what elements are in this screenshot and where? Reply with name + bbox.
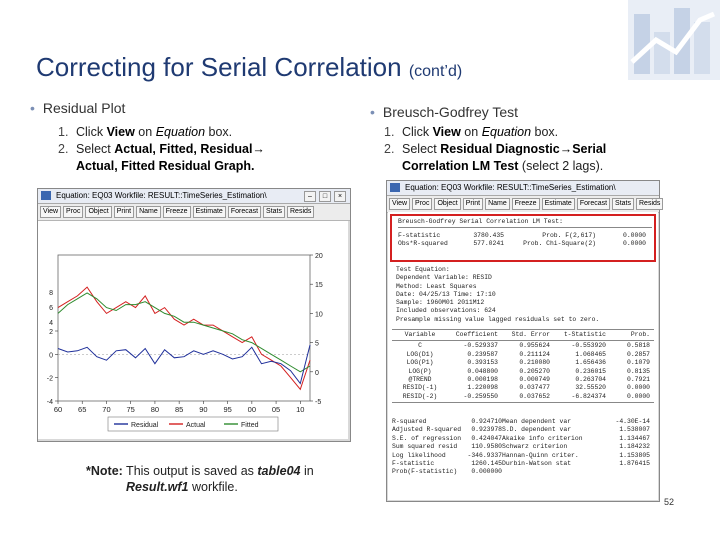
regression-stats-table xyxy=(392,418,654,477)
stats-row-cell: 0.000000 xyxy=(471,468,502,476)
lm-row-cell: 0.0000 xyxy=(622,232,646,239)
chart-logo-icon xyxy=(628,0,720,80)
stats-row-cell: S.E. of regression xyxy=(392,434,462,442)
coef-row-cell: 0.211124 xyxy=(519,350,550,358)
equation-info-line: Sample: 1960M01 2011M12 xyxy=(396,299,485,307)
coef-row-cell: RESID(-1) xyxy=(402,384,438,392)
menu-name-button[interactable]: Name xyxy=(485,198,510,210)
stats-row-cell xyxy=(602,468,650,476)
x-axis-label: 80 xyxy=(150,405,160,414)
coef-row-cell: 0.205270 xyxy=(519,367,550,375)
test-equation-info xyxy=(396,266,599,324)
coef-row-cell: 0.239587 xyxy=(467,350,498,358)
stats-row-cell: R-squared xyxy=(392,418,427,425)
note-line-2: Result.wf1 workfile. xyxy=(126,480,238,494)
stats-row xyxy=(392,460,654,468)
stats-row-cell: 1.538007 xyxy=(619,426,650,434)
coef-row xyxy=(392,376,654,384)
stats-row-cell: Mean dependent var xyxy=(502,418,572,425)
stats-row xyxy=(392,452,654,460)
slide-title-suffix: (cont’d) xyxy=(408,63,463,80)
coef-header-row-cell: t-Statistic xyxy=(563,331,606,338)
coef-row-cell: 1.068465 xyxy=(575,350,606,358)
coef-row-cell: RESID(-2) xyxy=(402,392,438,400)
left-bullet: • Residual Plot xyxy=(30,100,126,116)
note-line-1: *Note: This output is saved as table04 in xyxy=(86,464,314,478)
equation-info-line: Included observations: 624 xyxy=(396,307,496,315)
stats-row-cell: 1.153805 xyxy=(619,451,650,459)
menu-stats-button[interactable]: Stats xyxy=(263,206,285,218)
lm-stats-rows xyxy=(398,232,650,249)
stats-row-cell: 1260.145 xyxy=(471,460,502,468)
stats-row-cell: F-statistic xyxy=(392,460,435,468)
menu-print-button[interactable]: Print xyxy=(463,198,483,210)
menu-freeze-button[interactable]: Freeze xyxy=(512,198,540,210)
stats-row-cell: -346.9337 xyxy=(467,451,502,459)
coef-row-cell: C xyxy=(418,342,422,350)
eviews-lm-test-window xyxy=(386,180,660,502)
stats-row-cell: Durbin-Watson stat xyxy=(502,460,572,468)
right-steps xyxy=(384,124,684,175)
stats-row xyxy=(392,426,654,434)
plot-area xyxy=(58,255,310,401)
stats-row-cell: Sum squared resid xyxy=(392,443,458,451)
coef-row-cell: -0.529337 xyxy=(463,342,498,350)
left-step-2-cont: Actual, Fitted Residual Graph. xyxy=(76,159,255,173)
left-step-2: 2. Select Actual, Fitted, Residual→ xyxy=(58,142,265,156)
coef-row-cell: 0.048800 xyxy=(467,367,498,375)
menu-object-button[interactable]: Object xyxy=(434,198,460,210)
x-axis-label: 60 xyxy=(53,405,63,414)
lm-divider xyxy=(398,227,652,228)
stats-row xyxy=(392,435,654,443)
coef-row-cell: 0.0000 xyxy=(626,384,650,392)
legend-label-fitted: Fitted xyxy=(241,422,259,429)
coef-row-cell: 0.263704 xyxy=(575,376,606,384)
x-axis-label: 70 xyxy=(102,405,111,414)
equation-info-line: Presample missing value lagged residuals set to zero. xyxy=(396,315,600,323)
right-axis-label: -5 xyxy=(315,399,322,406)
menu-print-button[interactable]: Print xyxy=(114,206,134,218)
menu-view-button[interactable]: View xyxy=(389,198,410,210)
coef-row xyxy=(392,359,654,367)
coef-row-cell: LOG(P1) xyxy=(406,359,434,367)
right-axis-label: 20 xyxy=(315,253,323,260)
table-divider xyxy=(392,329,654,330)
x-axis-label: 95 xyxy=(223,405,232,414)
coef-row xyxy=(392,351,654,359)
left-axis-label: -4 xyxy=(46,399,53,406)
coef-row-cell: 0.236015 xyxy=(575,367,606,375)
left-axis-label: 2 xyxy=(49,329,53,336)
graph-window-titlebar[interactable]: Equation: EQ03 Workfile: RESULT::TimeSeries_Estimation\ – □ × xyxy=(38,189,350,204)
menu-view-button[interactable]: View xyxy=(40,206,61,218)
eviews-app-icon xyxy=(41,191,51,200)
lm-row-cell: Prob. Chi-Square(2) xyxy=(523,240,596,248)
lm-test-output xyxy=(388,212,658,500)
menu-resids-button[interactable]: Resids xyxy=(636,198,663,210)
stats-row-cell: -4.30E-14 xyxy=(615,418,650,425)
lm-row-cell: 577.0241 xyxy=(473,240,504,248)
coef-row-cell: -0.259550 xyxy=(463,392,498,400)
x-axis-label: 00 xyxy=(247,405,257,414)
x-axis-label: 65 xyxy=(78,405,87,414)
coefficient-table xyxy=(392,328,654,404)
menu-proc-button[interactable]: Proc xyxy=(412,198,432,210)
lm-row-cell: 3780.435 xyxy=(473,232,504,239)
menu-resids-button[interactable]: Resids xyxy=(287,206,314,218)
coef-row xyxy=(392,393,654,401)
stats-row-cell: 0.923978 xyxy=(471,426,502,434)
legend-label-actual: Actual xyxy=(186,422,206,429)
lm-row xyxy=(398,240,650,248)
menu-name-button[interactable]: Name xyxy=(136,206,161,218)
right-step-2: 2. Select Residual Diagnostic→Serial xyxy=(384,142,607,156)
right-axis-label: 0 xyxy=(315,369,319,377)
coef-header-row-cell: Coefficient xyxy=(455,331,498,338)
stats-row-cell: 0.424047 xyxy=(471,434,502,442)
menu-proc-button[interactable]: Proc xyxy=(63,206,83,218)
coef-row-cell: 0.5818 xyxy=(626,342,650,350)
coef-row-cell: LOG(D1) xyxy=(406,350,434,358)
x-axis-label: 75 xyxy=(126,405,135,414)
coef-header-row-cell: Std. Error xyxy=(511,331,550,338)
x-axis-label: 85 xyxy=(174,405,184,414)
left-axis-label: -2 xyxy=(46,375,53,383)
coef-header-row-cell: Prob. xyxy=(630,331,650,338)
menu-freeze-button[interactable]: Freeze xyxy=(163,206,191,218)
stats-row-cell: 0.924710 xyxy=(471,418,502,425)
x-axis-label: 90 xyxy=(199,405,208,414)
maximize-icon[interactable]: □ xyxy=(319,191,331,202)
bullet-icon: • xyxy=(370,104,375,120)
right-bullet: • Breusch-Godfrey Test xyxy=(370,104,519,120)
coef-row-cell: LOG(P) xyxy=(408,367,432,375)
table-divider xyxy=(392,402,654,403)
coef-row-cell: 1.656436 xyxy=(575,359,606,367)
stats-row-cell: 110.9580 xyxy=(471,443,502,451)
x-axis-label: 05 xyxy=(271,405,281,414)
lm-row-cell: Prob. F(2,617) xyxy=(542,232,596,239)
lm-row-cell: Obs*R-squared xyxy=(398,240,448,248)
left-steps xyxy=(58,124,308,175)
menu-estimate-button[interactable]: Estimate xyxy=(193,206,226,218)
left-step-1: 1. Click View on Equation box. xyxy=(58,125,233,139)
page-number: 52 xyxy=(664,497,675,507)
stats-row-cell: Akaike info criterion xyxy=(502,434,583,442)
coef-row-cell: 0.210080 xyxy=(519,359,550,367)
equation-info-line: Dependent Variable: RESID xyxy=(396,274,492,282)
stats-row-cell: 1.876415 xyxy=(619,460,650,468)
coef-row-cell: 0.037477 xyxy=(519,384,550,392)
lm-window-toolbar xyxy=(387,196,659,213)
menu-stats-button[interactable]: Stats xyxy=(612,198,634,210)
menu-forecast-button[interactable]: Forecast xyxy=(228,206,261,218)
right-step-1: 1. Click View on Equation box. xyxy=(384,125,559,139)
lm-row-cell: 0.0000 xyxy=(622,240,646,248)
residual-chart xyxy=(38,221,348,439)
stats-row-cell: Schwarz criterion xyxy=(502,443,568,451)
coef-row-cell: 0.955624 xyxy=(519,342,550,350)
lm-test-header: Breusch-Godfrey Serial Correlation LM Test: xyxy=(398,218,563,225)
lm-row-cell: F-statistic xyxy=(398,232,441,239)
menu-forecast-button[interactable]: Forecast xyxy=(577,198,610,210)
coef-header-row xyxy=(392,331,654,339)
equation-info-line: Date: 04/25/13 Time: 17:10 xyxy=(396,290,496,298)
output-note xyxy=(86,463,346,495)
equation-info-line: Method: Least Squares xyxy=(396,282,477,290)
right-axis-label: 10 xyxy=(315,311,323,319)
stats-row xyxy=(392,418,654,426)
coef-row-cell: 0.2857 xyxy=(626,350,650,358)
stats-row-cell: Log likelihood xyxy=(392,451,446,459)
coef-row xyxy=(392,342,654,350)
right-axis-label: 5 xyxy=(315,340,319,348)
stats-row xyxy=(392,468,654,476)
coef-row-cell: 0.1079 xyxy=(626,359,650,367)
coef-row-cell: 0.7921 xyxy=(626,376,650,384)
lm-test-highlight xyxy=(390,214,656,262)
left-axis-label: 6 xyxy=(49,305,53,312)
coef-row xyxy=(392,368,654,376)
stats-row-cell: 1.184232 xyxy=(619,443,650,451)
left-axis-label: 4 xyxy=(49,320,53,327)
lm-row xyxy=(398,232,650,240)
menu-object-button[interactable]: Object xyxy=(85,206,111,218)
coef-row xyxy=(392,384,654,392)
coef-row-cell: @TREND xyxy=(408,376,432,384)
slide-title-main: Correcting for Serial Correlation xyxy=(36,52,402,82)
coef-header-row-cell: Variable xyxy=(404,331,436,338)
eviews-graph-window xyxy=(37,188,351,442)
stats-row-cell: 1.134467 xyxy=(619,434,650,442)
bullet-icon: • xyxy=(30,100,35,116)
coef-row-cell: 32.55520 xyxy=(575,384,606,392)
left-axis-label: 0 xyxy=(49,352,53,360)
table-divider xyxy=(392,340,654,341)
stats-row-cell: Prob(F-statistic) xyxy=(392,468,458,476)
legend-label-residual: Residual xyxy=(131,422,159,429)
right-step-2-cont: Correlation LM Test (select 2 lags). xyxy=(402,159,604,173)
coef-row-cell: 1.220098 xyxy=(467,384,498,392)
lm-window-titlebar[interactable]: Equation: EQ03 Workfile: RESULT::TimeSeries_Estimation\ xyxy=(387,181,659,196)
coef-row-cell: 0.000749 xyxy=(519,376,550,384)
x-axis-label: 10 xyxy=(296,405,305,414)
coef-row-cell: 0.037652 xyxy=(519,392,550,400)
coef-row-cell: 0.8135 xyxy=(626,367,650,375)
close-icon[interactable]: × xyxy=(334,191,346,202)
stats-row xyxy=(392,443,654,451)
menu-estimate-button[interactable]: Estimate xyxy=(542,198,575,210)
right-axis-label: 15 xyxy=(315,282,323,290)
coef-row-cell: -6.824374 xyxy=(571,392,606,400)
stats-row-cell: Adjusted R-squared xyxy=(392,426,462,434)
coef-row-cell: 0.393153 xyxy=(467,359,498,367)
stats-row-cell: Hannan-Quinn criter. xyxy=(502,451,579,459)
left-axis-label: 8 xyxy=(49,290,53,297)
stats-row-cell xyxy=(502,468,602,476)
coef-row-cell: 0.000198 xyxy=(467,376,498,384)
coef-row-cell: 0.0000 xyxy=(626,392,650,400)
minimize-icon[interactable]: – xyxy=(304,191,316,202)
stats-row-cell: S.D. dependent var xyxy=(502,426,572,434)
coef-row-cell: -0.553920 xyxy=(571,342,606,350)
equation-info-line: Test Equation: xyxy=(396,266,450,273)
graph-window-controls xyxy=(304,191,346,202)
eviews-app-icon xyxy=(390,183,400,192)
graph-window-toolbar xyxy=(38,204,350,221)
slide-title xyxy=(36,52,462,83)
